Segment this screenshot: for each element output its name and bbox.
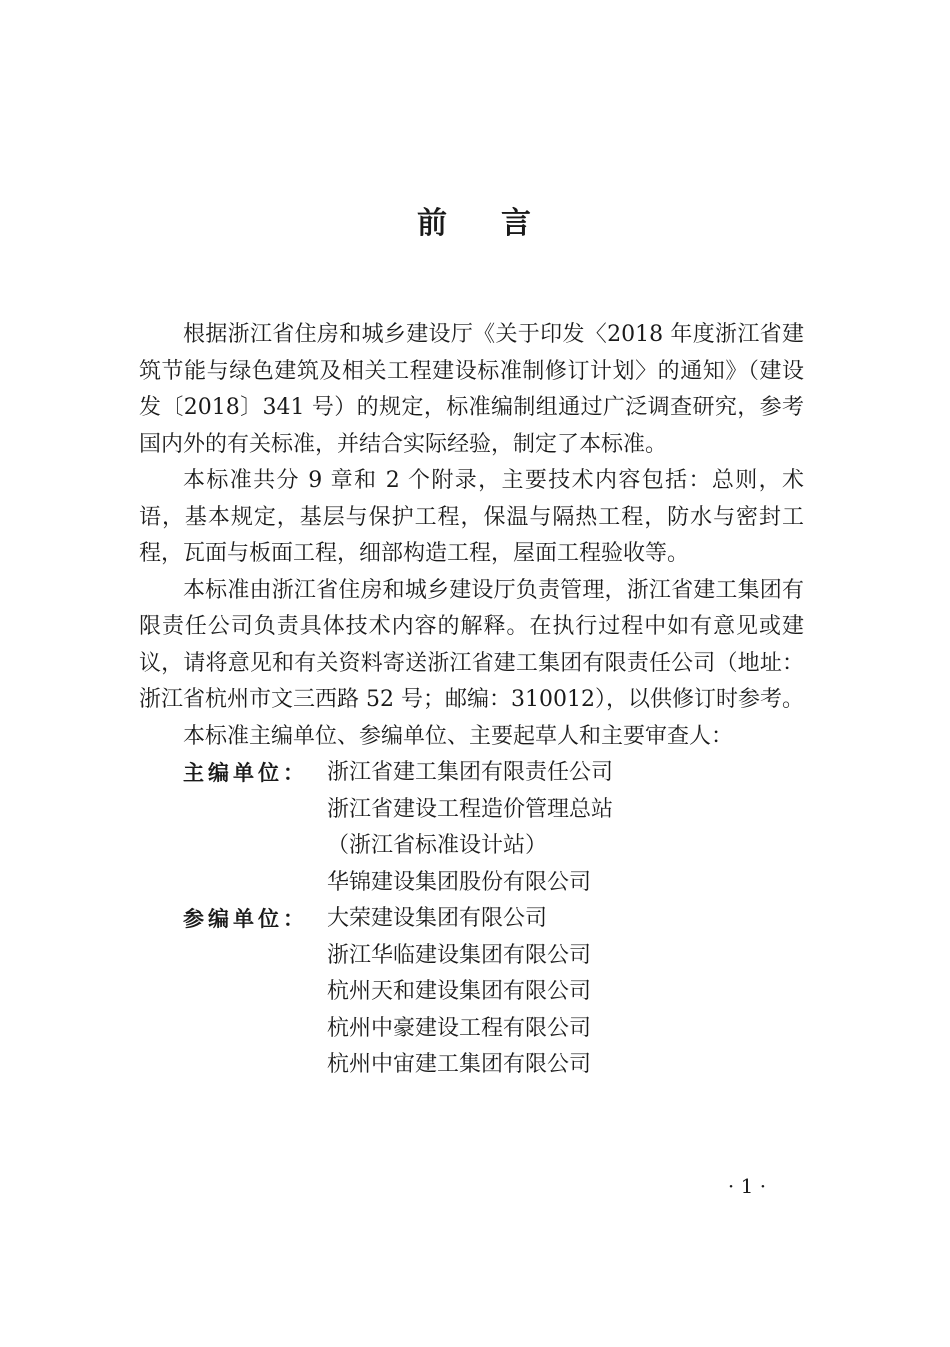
chief-editor-list: [327, 755, 613, 901]
paragraph-basis: 根据浙江省住房和城乡建设厅《关于印发〈2018 年度浙江省建筑节能与绿色建筑及相关工程建设标准制修订计划〉的通知》（建设发〔2018〕341 号）的规定，标准编制组通过广泛调查研究，参考国内外的有关标准，并结合实际经验，制定了本标准。: [139, 322, 804, 457]
page-title-char-1: 前: [417, 206, 449, 241]
preface-body: [139, 317, 804, 1084]
chief-editor-unit: 浙江省建工集团有限责任公司: [327, 760, 614, 785]
co-editor-unit: 浙江华临建设集团有限公司: [327, 942, 592, 968]
paragraph-contents: 本标准共分 9 章和 2 个附录，主要技术内容包括：总则，术语，基本规定，基层与保护工程，保温与隔热工程，防水与密封工程，瓦面与板面工程，细部构造工程，屋面工程验收等。: [139, 468, 804, 566]
page-title: [0, 200, 950, 248]
page-number: · 1 ·: [727, 1174, 767, 1198]
chief-editor-section: [139, 755, 804, 901]
chief-editor-unit: 华锦建设集团股份有限公司: [327, 869, 592, 895]
chief-editor-unit: 浙江省建设工程造价管理总站: [327, 796, 614, 822]
paragraph-management: 本标准由浙江省住房和城乡建设厅负责管理，浙江省建工集团有限责任公司负责具体技术内容的解释。在执行过程中如有意见或建议，请将意见和有关资料寄送浙江省建工集团有限责任公司（地址：浙江省杭州市文三西路 52 号；邮编：310012），以供修订时参考。: [139, 577, 804, 712]
co-editor-unit: 大荣建设集团有限公司: [327, 906, 548, 931]
co-editor-unit: 杭州中豪建设工程有限公司: [327, 1015, 592, 1041]
page-title-char-2: 言: [501, 206, 533, 241]
co-editor-section: [139, 901, 804, 1084]
co-editor-list: [327, 901, 591, 1084]
co-editor-unit: 杭州中宙建工集团有限公司: [327, 1052, 592, 1077]
chief-editor-label: 主编单位：: [183, 761, 308, 785]
paragraph-units-intro: 本标准主编单位、参编单位、主要起草人和主要审查人：: [183, 723, 734, 749]
co-editor-label: 参编单位：: [183, 907, 308, 931]
co-editor-unit: 杭州天和建设集团有限公司: [327, 979, 592, 1004]
chief-editor-unit: （浙江省标准设计站）: [327, 833, 548, 858]
